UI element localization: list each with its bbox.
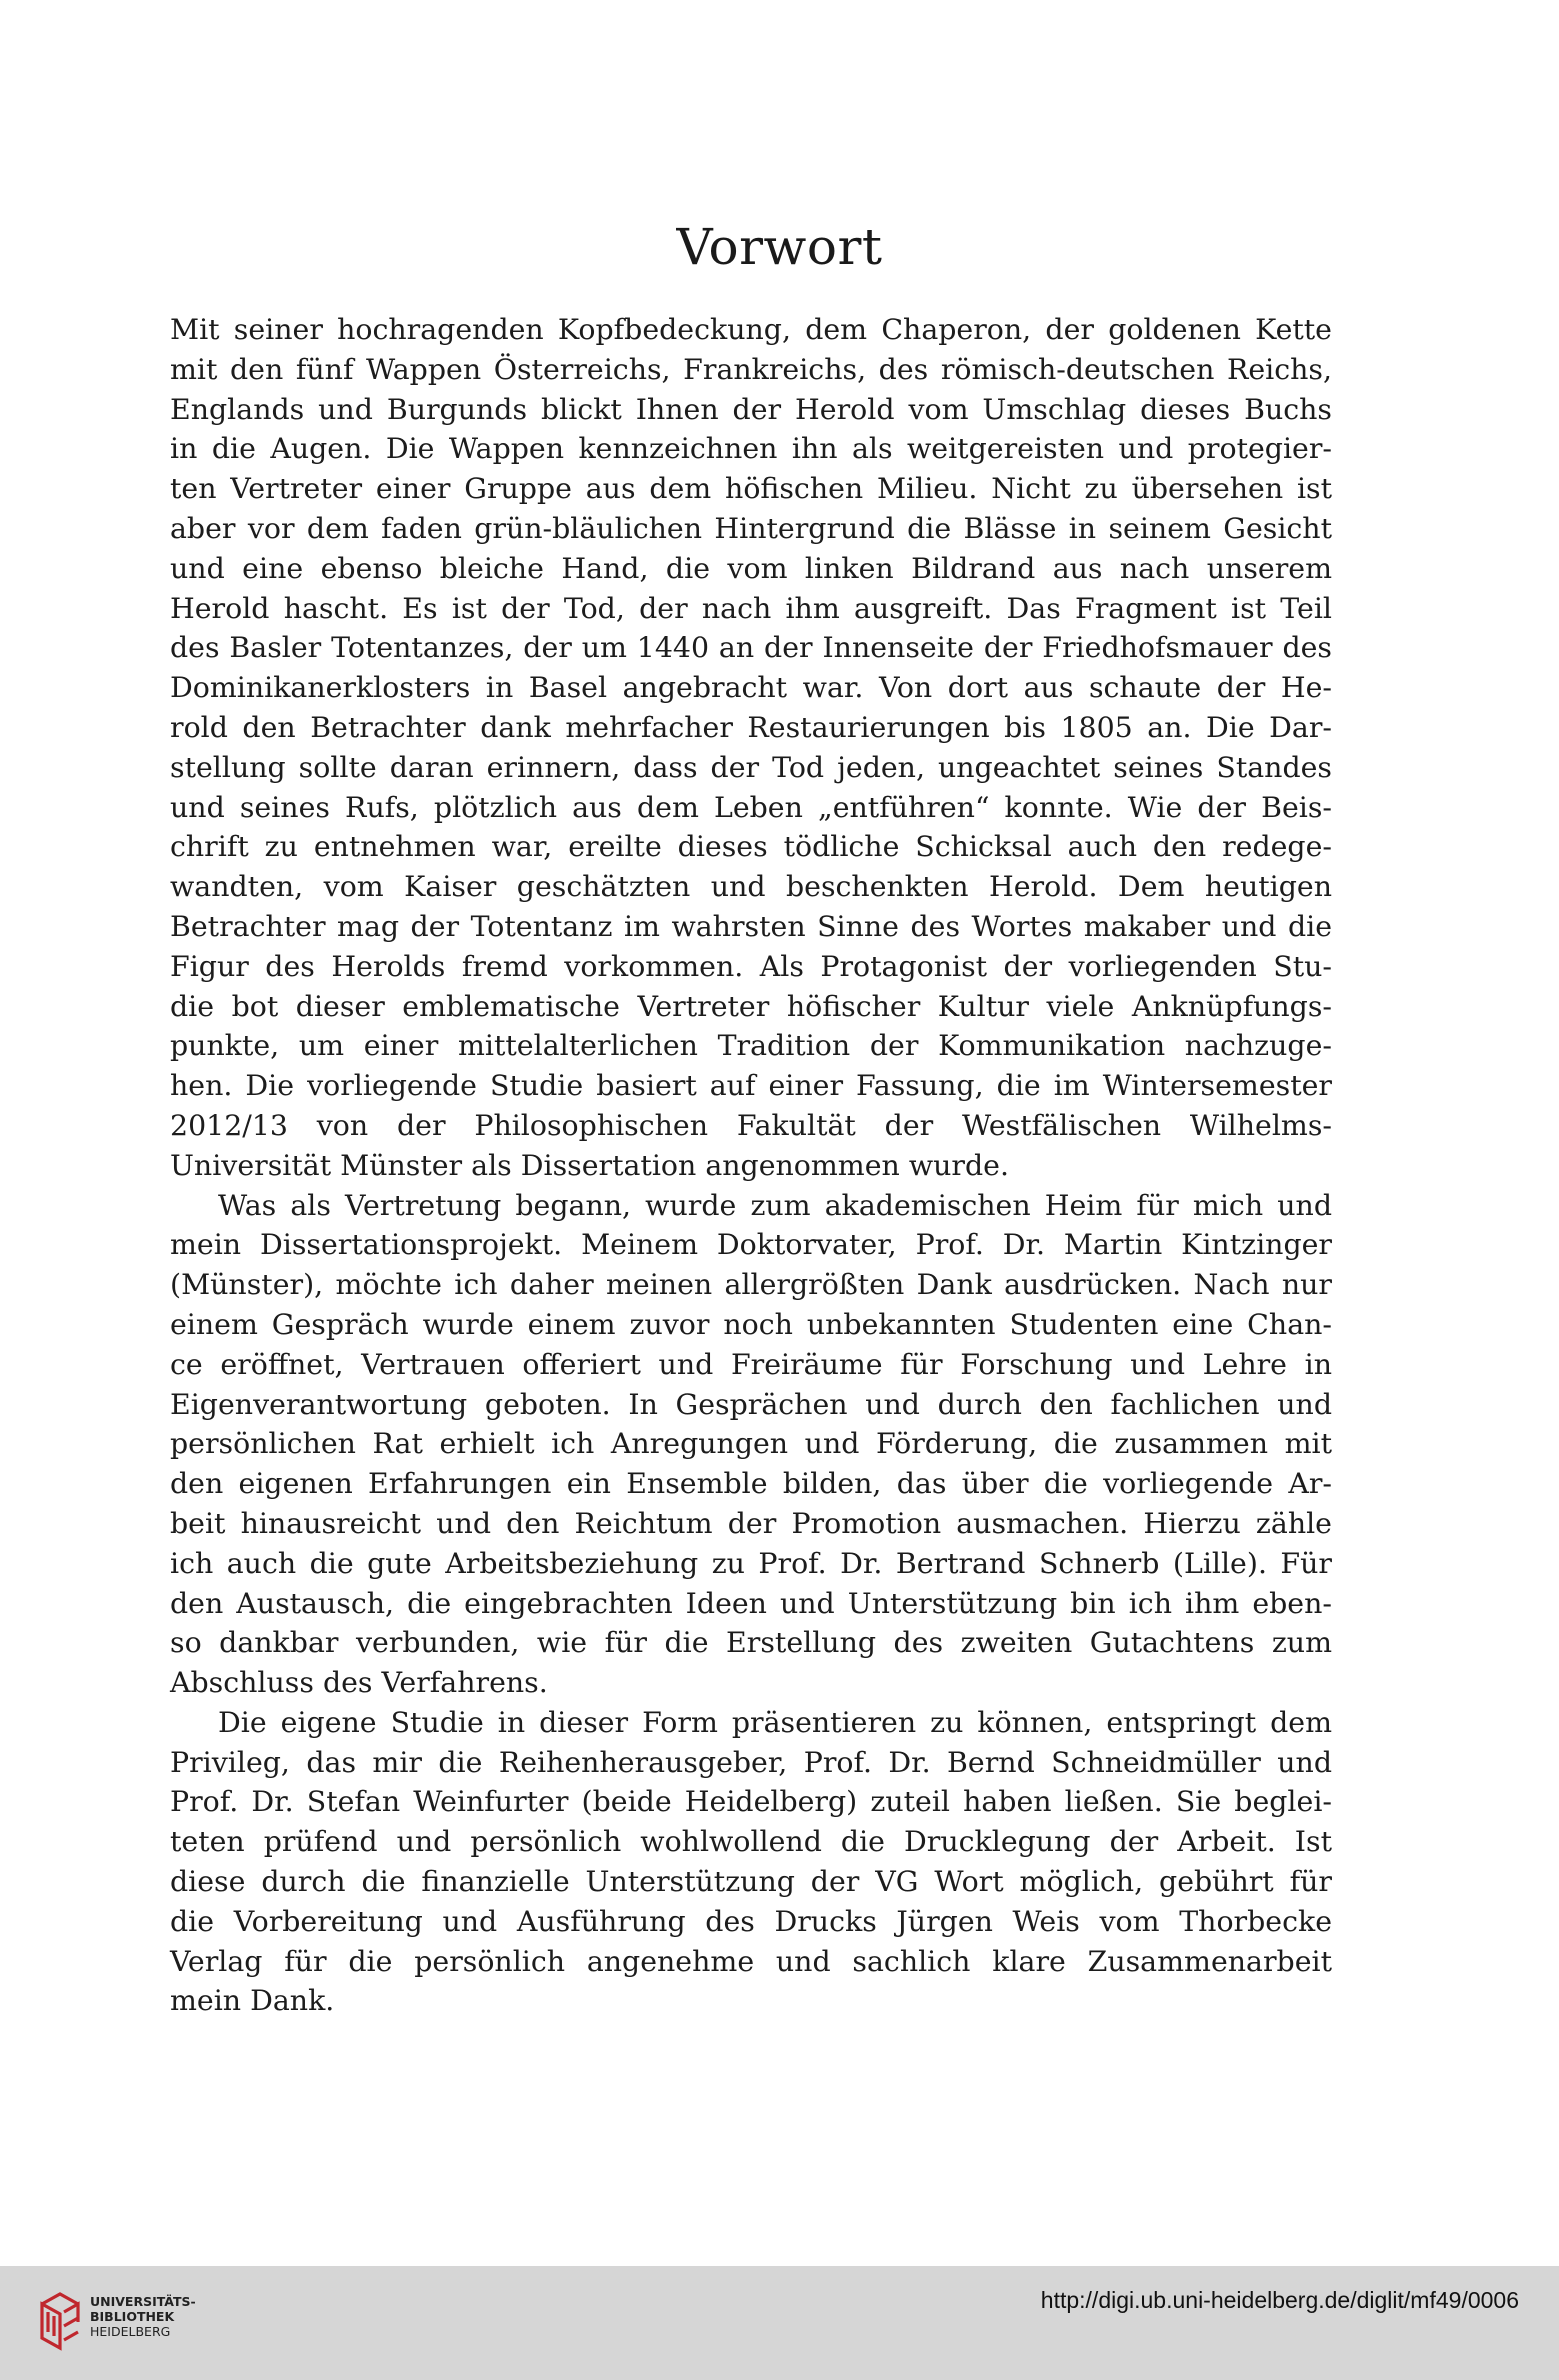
text-line: Privileg, das mir die Reihenherausgeber, Prof. Dr. Bernd Schneidmüller und xyxy=(170,1745,1332,1779)
text-line: mit den fünf Wappen Österreichs, Frankreichs, des römisch-deutschen Reichs, xyxy=(170,352,1332,386)
text-line: hen. Die vorliegende Studie basiert auf einer Fassung, die im Wintersemester xyxy=(170,1069,1332,1103)
text-line: (Münster), möchte ich daher meinen allergrößten Dank ausdrücken. Nach nur xyxy=(170,1268,1332,1302)
text-line: chrift zu entnehmen war, ereilte dieses tödliche Schicksal auch den redege- xyxy=(170,830,1332,864)
text-line: und eine ebenso bleiche Hand, die vom linken Bildrand aus nach unserem xyxy=(170,551,1332,585)
text-line: mein Dissertationsprojekt. Meinem Doktorvater, Prof. Dr. Martin Kintzinger xyxy=(170,1228,1332,1262)
logo-line-1: UNIVERSITÄTS- xyxy=(90,2294,196,2309)
text-line: Figur des Herolds fremd vorkommen. Als Protagonist der vorliegenden Stu- xyxy=(170,949,1332,983)
text-line: stellung sollte daran erinnern, dass der Tod jeden, ungeachtet seines Standes xyxy=(170,750,1332,784)
text-line: den eigenen Erfahrungen ein Ensemble bilden, das über die vorliegende Ar- xyxy=(170,1467,1332,1501)
text-line: mein Dank. xyxy=(170,1984,335,2018)
text-line: in die Augen. Die Wappen kennzeichnen ihn als weitgereisten und protegier- xyxy=(170,432,1332,466)
text-line: Die eigene Studie in dieser Form präsentieren zu können, entspringt dem xyxy=(218,1705,1332,1739)
text-line: und seines Rufs, plötzlich aus dem Leben „entführen“ konnte. Wie der Beis- xyxy=(170,790,1332,824)
page-title: Vorwort xyxy=(676,218,883,276)
text-line: die Vorbereitung und Ausführung des Drucks Jürgen Weis vom Thorbecke xyxy=(170,1904,1332,1938)
text-line: des Basler Totentanzes, der um 1440 an der Innenseite der Friedhofsmauer des xyxy=(170,631,1332,665)
text-line: rold den Betrachter dank mehrfacher Restaurierungen bis 1805 an. Die Dar- xyxy=(170,710,1332,744)
text-line: Abschluss des Verfahrens. xyxy=(170,1666,548,1700)
footer-url[interactable]: http://digi.ub.uni-heidelberg.de/diglit/mf49/0006 xyxy=(1040,2287,1519,2313)
text-line: 2012/13 von der Philosophischen Fakultät der Westfälischen Wilhelms- xyxy=(170,1108,1332,1142)
text-line: teten prüfend und persönlich wohlwollend die Drucklegung der Arbeit. Ist xyxy=(170,1825,1332,1859)
text-line: Eigenverantwortung geboten. In Gesprächen und durch den fachlichen und xyxy=(170,1387,1332,1421)
library-logo-icon xyxy=(38,2282,82,2356)
library-logo-text xyxy=(90,2294,196,2339)
text-line: punkte, um einer mittelalterlichen Tradition der Kommunikation nachzuge- xyxy=(170,1029,1332,1063)
text-line: Englands und Burgunds blickt Ihnen der Herold vom Umschlag dieses Buchs xyxy=(170,392,1332,426)
text-line: ten Vertreter einer Gruppe aus dem höfischen Milieu. Nicht zu übersehen ist xyxy=(170,472,1332,506)
text-line: Prof. Dr. Stefan Weinfurter (beide Heidelberg) zuteil haben ließen. Sie beglei- xyxy=(170,1785,1332,1819)
text-line: Herold hascht. Es ist der Tod, der nach ihm ausgreift. Das Fragment ist Teil xyxy=(170,591,1332,625)
text-line: die bot dieser emblematische Vertreter höfischer Kultur viele Anknüpfungs- xyxy=(170,989,1332,1023)
logo-line-2: BIBLIOTHEK xyxy=(90,2309,175,2324)
text-line: Dominikanerklosters in Basel angebracht war. Von dort aus schaute der He- xyxy=(170,671,1332,705)
text-line: Mit seiner hochragenden Kopfbedeckung, dem Chaperon, der goldenen Kette xyxy=(170,313,1332,346)
library-logo[interactable] xyxy=(38,2280,213,2360)
body-text xyxy=(170,310,1332,2021)
text-line: Betrachter mag der Totentanz im wahrsten Sinne des Wortes makaber und die xyxy=(170,909,1332,943)
text-line: aber vor dem faden grün-bläulichen Hintergrund die Blässe in seinem Gesicht xyxy=(170,511,1332,545)
paragraph xyxy=(170,310,1332,1186)
paragraph xyxy=(170,1186,1332,1703)
paragraph xyxy=(170,1703,1332,2021)
text-line: den Austausch, die eingebrachten Ideen und Unterstützung bin ich ihm eben- xyxy=(170,1586,1332,1620)
text-line: ich auch die gute Arbeitsbeziehung zu Prof. Dr. Bertrand Schnerb (Lille). Für xyxy=(170,1546,1332,1580)
text-line: beit hinausreicht und den Reichtum der Promotion ausmachen. Hierzu zähle xyxy=(170,1506,1332,1540)
text-line: Verlag für die persönlich angenehme und sachlich klare Zusammenarbeit xyxy=(170,1944,1332,1978)
text-line: persönlichen Rat erhielt ich Anregungen und Förderung, die zusammen mit xyxy=(170,1427,1332,1461)
text-line: diese durch die finanzielle Unterstützung der VG Wort möglich, gebührt für xyxy=(170,1865,1332,1899)
text-line: Was als Vertretung begann, wurde zum akademischen Heim für mich und xyxy=(218,1188,1332,1222)
footer-bar xyxy=(0,2266,1559,2380)
text-line: so dankbar verbunden, wie für die Erstellung des zweiten Gutachtens zum xyxy=(170,1626,1332,1660)
text-line: wandten, vom Kaiser geschätzten und beschenkten Herold. Dem heutigen xyxy=(170,870,1332,904)
logo-line-3: HEIDELBERG xyxy=(90,2324,171,2339)
text-line: ce eröffnet, Vertrauen offeriert und Freiräume für Forschung und Lehre in xyxy=(170,1347,1332,1381)
text-line: Universität Münster als Dissertation angenommen wurde. xyxy=(170,1148,1009,1182)
text-line: einem Gespräch wurde einem zuvor noch unbekannten Studenten eine Chan- xyxy=(170,1307,1332,1341)
